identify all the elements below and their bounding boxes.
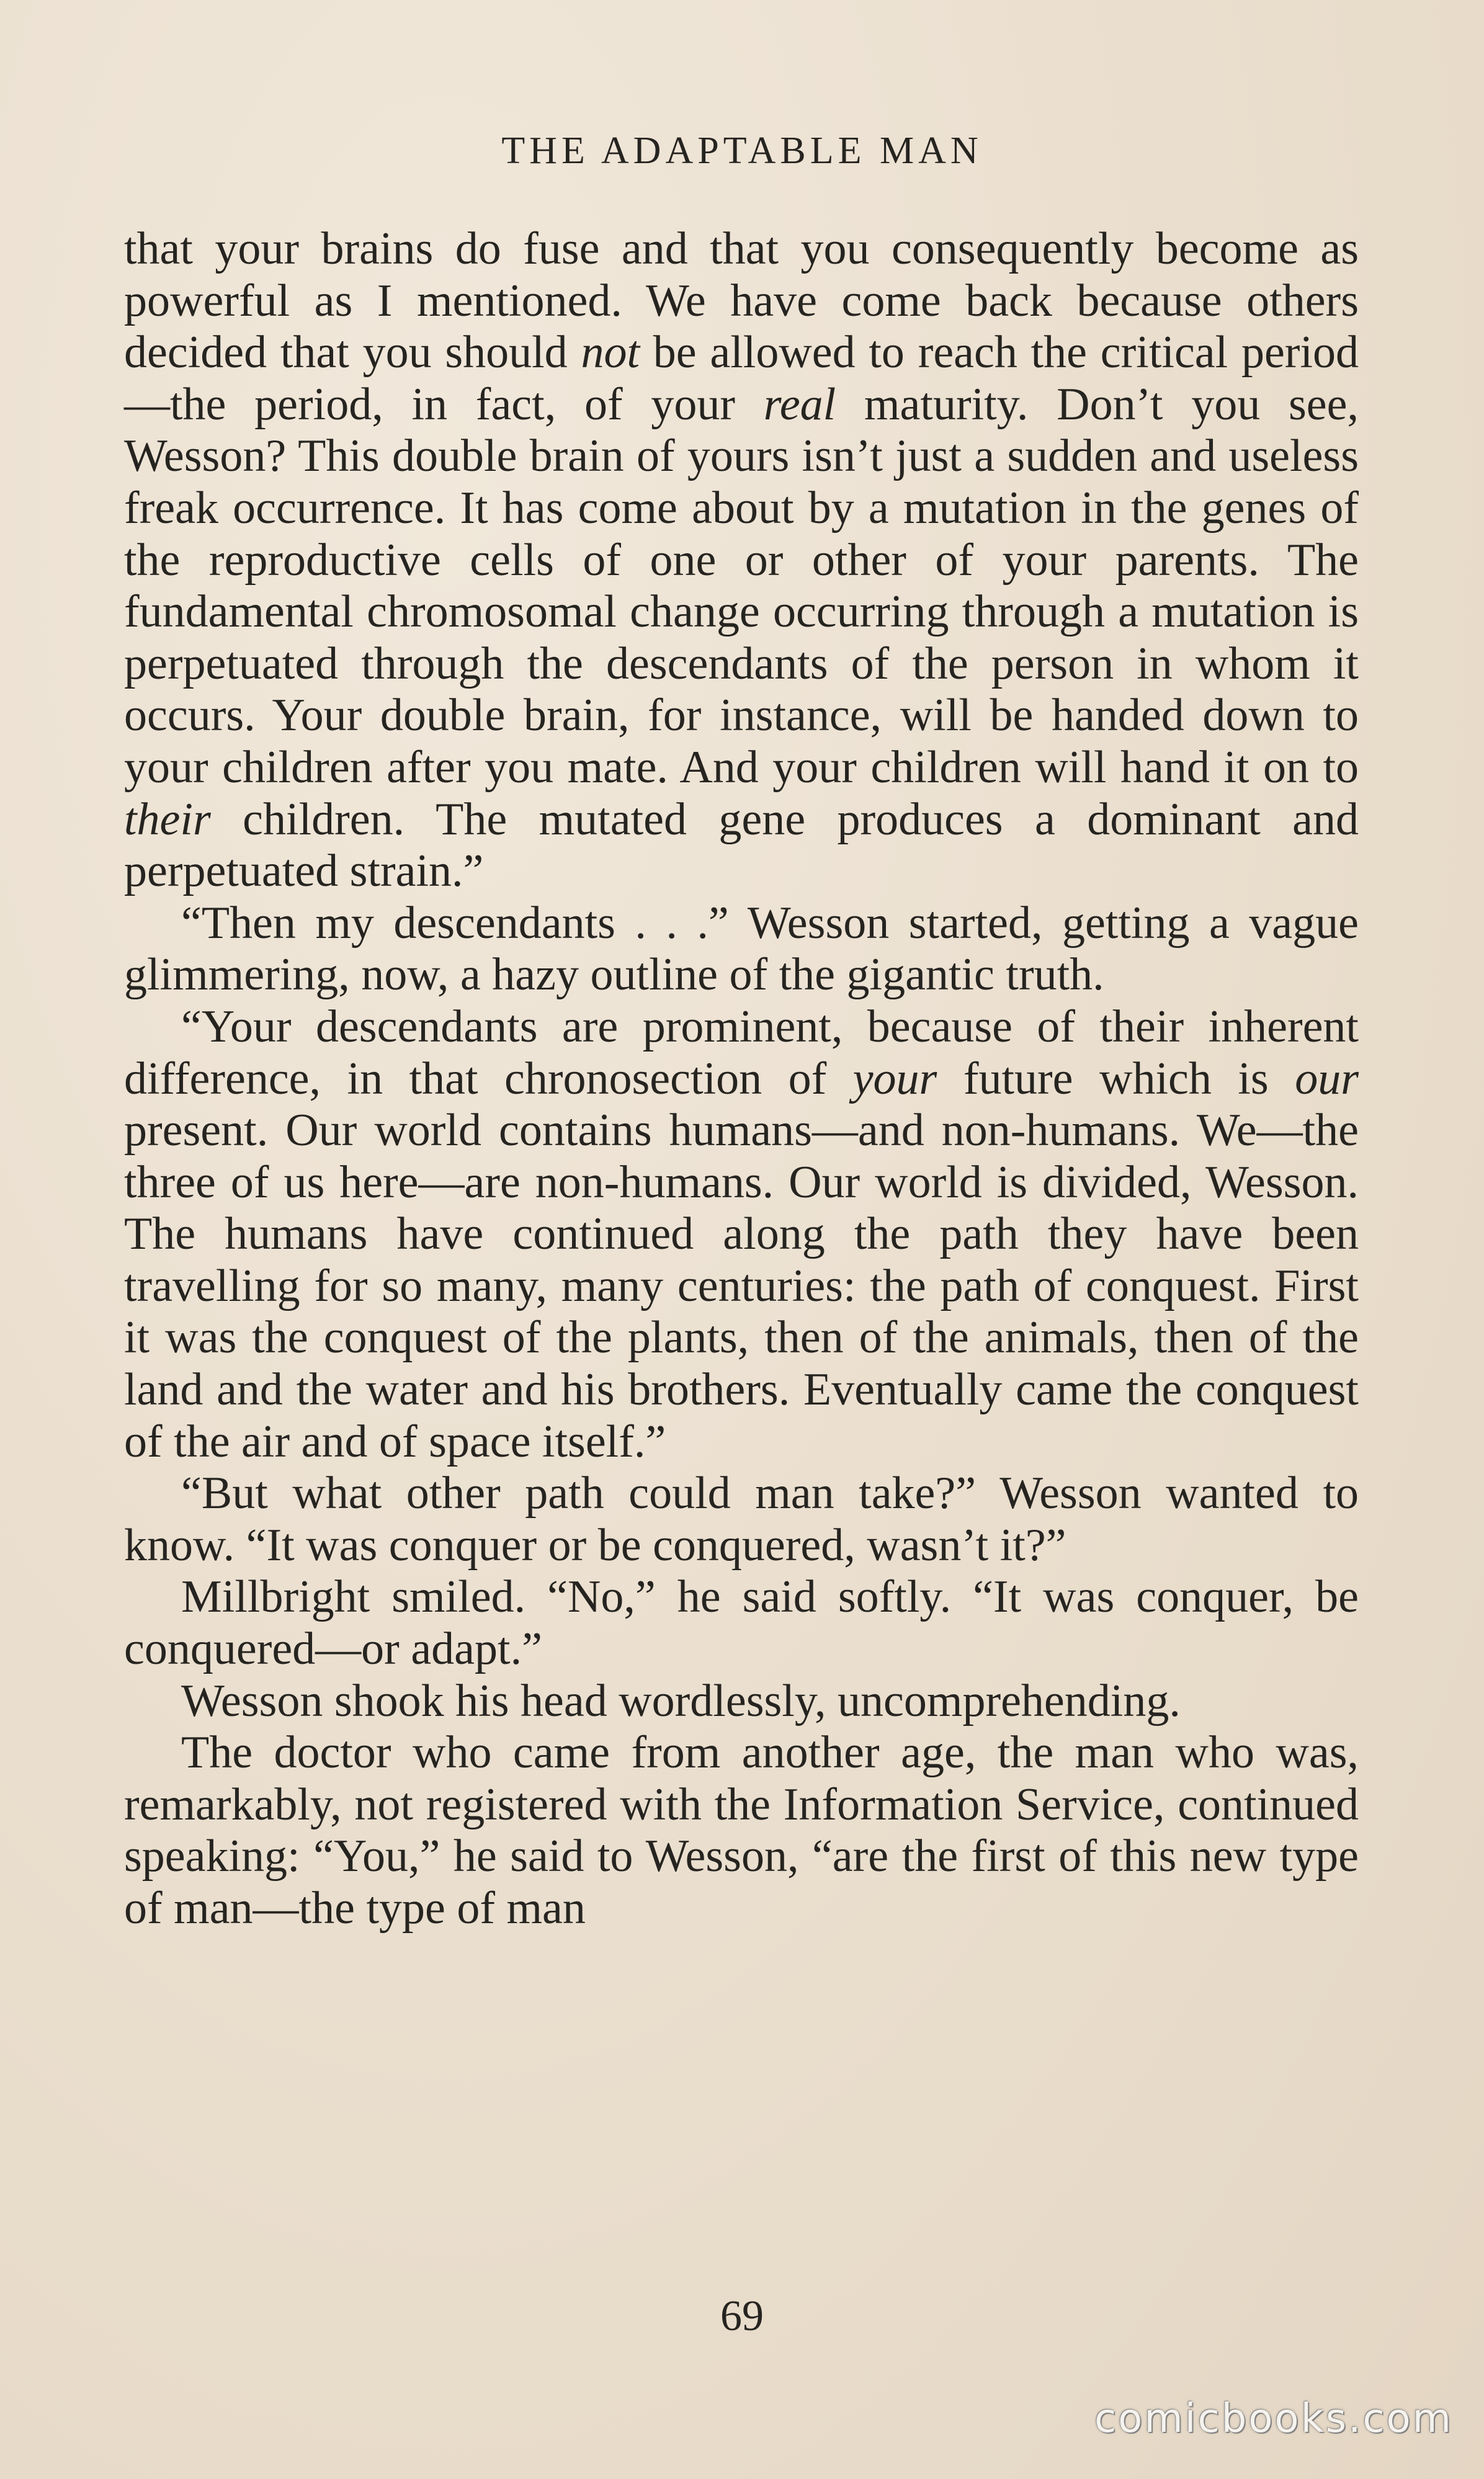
body-text <box>124 223 1359 1935</box>
paragraph <box>124 1468 1359 1571</box>
italic-text: real <box>763 378 836 430</box>
text-run: The doctor who came from another age, the man who was, remarkably, not registered with the Information Service, continued speaking: “You,” he said to Wesson, “are the first of this new type of man—the type of man <box>124 1727 1359 1934</box>
text-run: Wesson shook his head wordlessly, uncomprehending. <box>181 1675 1181 1726</box>
italic-text: your <box>852 1053 937 1104</box>
paragraph <box>124 1571 1359 1675</box>
text-run: “Your descendants are prominent, because of their inherent difference, in that chronosection of <box>124 1001 1359 1104</box>
italic-text: not <box>581 327 640 378</box>
text-run: be allowed to reach the critical period—the period, in fact, of your <box>124 327 1359 430</box>
text-run: “Then my descendants . . .” Wesson started, getting a vague glimmering, now, a hazy outline of the gigantic truth. <box>124 897 1359 1001</box>
italic-text: our <box>1295 1053 1359 1104</box>
paragraph <box>124 1727 1359 1934</box>
text-run: future which is <box>937 1053 1295 1104</box>
italic-text: their <box>124 793 211 845</box>
watermark: comicbooks.com <box>1094 2396 1453 2442</box>
paragraph <box>124 1001 1359 1468</box>
text-run: “But what other path could man take?” Wesson wanted to know. “It was conquer or be conquered, wasn’t it?” <box>124 1468 1359 1571</box>
paragraph <box>124 223 1359 898</box>
running-head: THE ADAPTABLE MAN <box>501 130 983 172</box>
text-run: Millbright smiled. “No,” he said softly. “It was conquer, be conquered—or adapt.” <box>124 1571 1359 1675</box>
text-run: that your brains do fuse and that you consequently become as powerful as I mentioned. We have come back because others decided that you should <box>124 223 1359 378</box>
paragraph <box>124 898 1359 1001</box>
text-run: maturity. Don’t you see, Wesson? This double brain of yours isn’t just a sudden and useless freak occurrence. It has come about by a mutation in the genes of the reproductive cells of one or other of your parents. The fundamental chromosomal change occurring through a mutation is perpetuated through the descendants of the person in whom it occurs. Your double brain, for instance, will be handed down to your children after you mate. And your children will hand it on to <box>124 378 1359 793</box>
page-number: 69 <box>720 2292 764 2340</box>
paragraph <box>124 1676 1359 1728</box>
text-run: present. Our world contains humans—and non-humans. We—the three of us here—are non-humans. Our world is divided, Wesson. The humans have continued along the path they have been travelling for so many, many centuries: the path of conquest. First it was the conquest of the plants, then of the animals, then of the land and the water and his brothers. Eventually came the conquest of the air and of space itself.” <box>124 1105 1359 1467</box>
text-run: children. The mutated gene produces a dominant and perpetuated strain.” <box>124 793 1359 897</box>
